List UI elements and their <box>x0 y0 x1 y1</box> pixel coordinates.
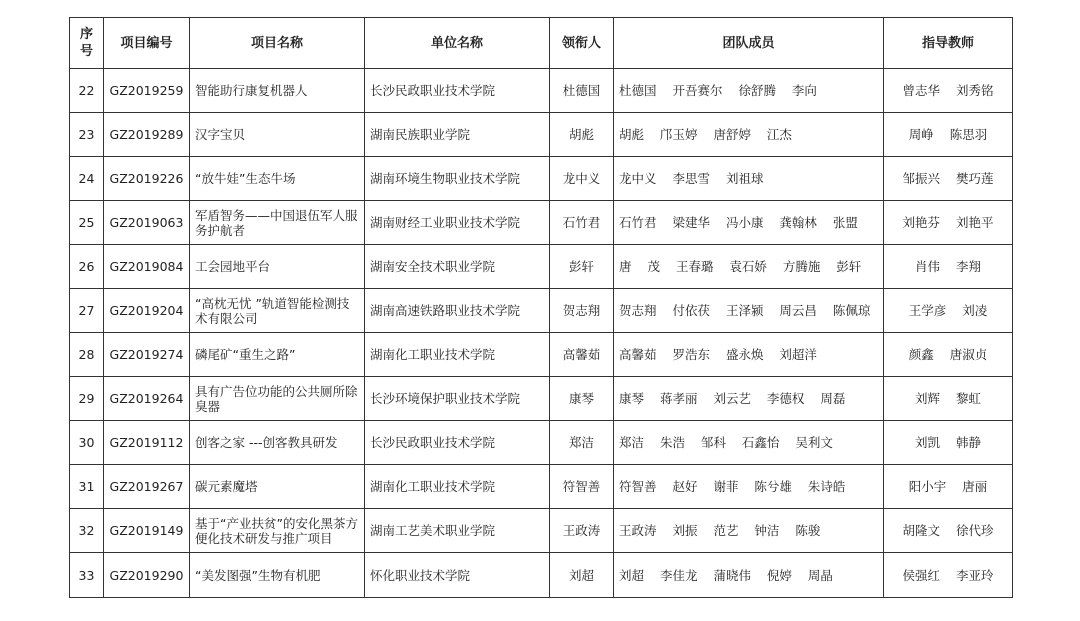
unit-name: 湖南财经工业职业技术学院 <box>365 201 550 245</box>
advisors: 刘辉 黎虹 <box>884 377 1013 421</box>
table-row <box>70 377 1013 421</box>
project-code: GZ2019063 <box>104 201 190 245</box>
team-members: 贺志翔 付依茯 王泽颍 周云昌 陈佩琼 <box>614 289 884 333</box>
project-name: 军盾智务——中国退伍军人服务护航者 <box>190 201 365 245</box>
header-team-members: 团队成员 <box>614 18 884 69</box>
team-members: 郑洁 朱浩 邹科 石鑫怡 吴利文 <box>614 421 884 465</box>
leader-name: 杜德国 <box>550 69 614 113</box>
unit-name: 长沙环境保护职业技术学院 <box>365 377 550 421</box>
table-row <box>70 157 1013 201</box>
header-index-line2: 号 <box>79 44 93 59</box>
header-row <box>70 18 1013 69</box>
advisors: 王学彦 刘凌 <box>884 289 1013 333</box>
leader-name: 刘超 <box>550 553 614 598</box>
row-index: 25 <box>70 201 104 245</box>
header-unit-name: 单位名称 <box>365 18 550 69</box>
project-code: GZ2019259 <box>104 69 190 113</box>
leader-name: 彭轩 <box>550 245 614 289</box>
project-code: GZ2019084 <box>104 245 190 289</box>
unit-name: 长沙民政职业技术学院 <box>365 69 550 113</box>
leader-name: 高馨茹 <box>550 333 614 377</box>
leader-name: 符智善 <box>550 465 614 509</box>
project-name: 碳元素魔塔 <box>190 465 365 509</box>
table-row <box>70 201 1013 245</box>
team-members: 杜德国 开吾赛尔 徐舒腾 李向 <box>614 69 884 113</box>
project-name: 磷尾矿“重生之路” <box>190 333 365 377</box>
advisors: 阳小宇 唐丽 <box>884 465 1013 509</box>
unit-name: 湖南环境生物职业技术学院 <box>365 157 550 201</box>
project-name: 具有广告位功能的公共厕所除臭器 <box>190 377 365 421</box>
unit-name: 湖南安全技术职业学院 <box>365 245 550 289</box>
leader-name: 贺志翔 <box>550 289 614 333</box>
row-index: 28 <box>70 333 104 377</box>
row-index: 27 <box>70 289 104 333</box>
leader-name: 郑洁 <box>550 421 614 465</box>
row-index: 26 <box>70 245 104 289</box>
advisors: 胡隆文 徐代珍 <box>884 509 1013 553</box>
table-row <box>70 465 1013 509</box>
header-advisors: 指导教师 <box>884 18 1013 69</box>
header-index-line1: 序 <box>79 27 93 42</box>
project-code: GZ2019274 <box>104 333 190 377</box>
table-row <box>70 553 1013 598</box>
unit-name: 湖南化工职业技术学院 <box>365 465 550 509</box>
row-index: 22 <box>70 69 104 113</box>
leader-name: 康琴 <box>550 377 614 421</box>
row-index: 33 <box>70 553 104 598</box>
unit-name: 湖南工艺美术职业学院 <box>365 509 550 553</box>
team-members: 唐 茂 王春璐 袁石娇 方腾施 彭轩 <box>614 245 884 289</box>
project-name: 汉字宝贝 <box>190 113 365 157</box>
header-leader: 领衔人 <box>550 18 614 69</box>
table-row <box>70 69 1013 113</box>
project-code: GZ2019149 <box>104 509 190 553</box>
unit-name: 湖南民族职业学院 <box>365 113 550 157</box>
project-code: GZ2019204 <box>104 289 190 333</box>
advisors: 肖伟 李翔 <box>884 245 1013 289</box>
project-name: “放牛娃”生态牛场 <box>190 157 365 201</box>
row-index: 31 <box>70 465 104 509</box>
advisors: 颜鑫 唐淑贞 <box>884 333 1013 377</box>
project-name: 创客之家 ---创客教具研发 <box>190 421 365 465</box>
project-code: GZ2019226 <box>104 157 190 201</box>
table-body <box>70 69 1013 598</box>
team-members: 王政涛 刘振 范艺 钟洁 陈骏 <box>614 509 884 553</box>
project-name: “美发图强”生物有机肥 <box>190 553 365 598</box>
table-row <box>70 245 1013 289</box>
leader-name: 石竹君 <box>550 201 614 245</box>
table-row <box>70 421 1013 465</box>
row-index: 23 <box>70 113 104 157</box>
project-code: GZ2019267 <box>104 465 190 509</box>
team-members: 高馨茹 罗浩东 盛永焕 刘超洋 <box>614 333 884 377</box>
leader-name: 胡彪 <box>550 113 614 157</box>
unit-name: 长沙民政职业技术学院 <box>365 421 550 465</box>
team-members: 龙中义 李思雪 刘祖球 <box>614 157 884 201</box>
leader-name: 王政涛 <box>550 509 614 553</box>
team-members: 刘超 李佳龙 蒲晓伟 倪婷 周晶 <box>614 553 884 598</box>
team-members: 石竹君 梁建华 冯小康 龚翰林 张盟 <box>614 201 884 245</box>
advisors: 侯强红 李亚玲 <box>884 553 1013 598</box>
table-row <box>70 509 1013 553</box>
project-name: 基于“产业扶贫”的安化黑茶方便化技术研发与推广项目 <box>190 509 365 553</box>
advisors: 周峥 陈思羽 <box>884 113 1013 157</box>
project-code: GZ2019112 <box>104 421 190 465</box>
advisors: 邹振兴 樊巧莲 <box>884 157 1013 201</box>
row-index: 32 <box>70 509 104 553</box>
team-members: 康琴 蒋孝丽 刘云艺 李德权 周磊 <box>614 377 884 421</box>
project-name: 智能助行康复机器人 <box>190 69 365 113</box>
project-code: GZ2019290 <box>104 553 190 598</box>
header-project-name: 项目名称 <box>190 18 365 69</box>
row-index: 30 <box>70 421 104 465</box>
team-members: 符智善 赵好 谢菲 陈兮雄 朱诗皓 <box>614 465 884 509</box>
table-row <box>70 289 1013 333</box>
row-index: 24 <box>70 157 104 201</box>
project-code: GZ2019264 <box>104 377 190 421</box>
project-code: GZ2019289 <box>104 113 190 157</box>
advisors: 曾志华 刘秀铭 <box>884 69 1013 113</box>
project-name: 工会园地平台 <box>190 245 365 289</box>
project-table <box>69 17 1013 598</box>
header-project-code: 项目编号 <box>104 18 190 69</box>
team-members: 胡彪 邝玉婷 唐舒婷 江杰 <box>614 113 884 157</box>
advisors: 刘艳芬 刘艳平 <box>884 201 1013 245</box>
header-index <box>70 18 104 69</box>
unit-name: 湖南高速铁路职业技术学院 <box>365 289 550 333</box>
project-name: “高枕无忧 ”轨道智能检测技术有限公司 <box>190 289 365 333</box>
advisors: 刘凯 韩静 <box>884 421 1013 465</box>
row-index: 29 <box>70 377 104 421</box>
unit-name: 湖南化工职业技术学院 <box>365 333 550 377</box>
table-row <box>70 333 1013 377</box>
table-row <box>70 113 1013 157</box>
unit-name: 怀化职业技术学院 <box>365 553 550 598</box>
leader-name: 龙中义 <box>550 157 614 201</box>
